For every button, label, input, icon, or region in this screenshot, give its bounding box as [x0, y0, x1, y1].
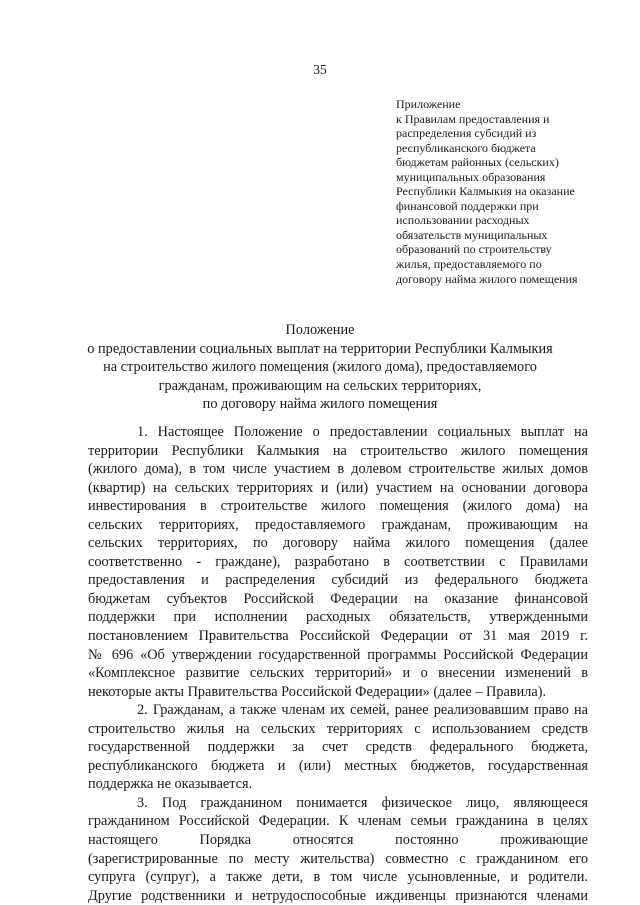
annex-line: жилья, предоставляемого по [396, 257, 542, 272]
document-title [60, 321, 580, 414]
paragraph-line: строительство жилья на сельских территориях с использованием средств [88, 720, 588, 737]
annex-line: использовании расходных [396, 213, 530, 228]
paragraph-line: 1. Настоящее Положение о предоставлении социальных выплат на [137, 424, 588, 440]
annex-header [396, 97, 606, 286]
paragraph-line: поддержки при исполнении расходных обязательств, утвержденными [88, 609, 588, 626]
paragraph-line: государственной поддержки за счет средств федерального бюджета, [88, 739, 588, 756]
paragraph-line: (жилого дома), в том числе участием в долевом строительстве жилых домов [88, 461, 588, 478]
paragraph-line: (квартир) на сельских территориях и (или) участием на основании договора [88, 479, 588, 496]
paragraph-line: постановлением Правительства Российской Федерации от 31 мая 2019 г. [88, 628, 588, 645]
paragraph-line: сельских территориях, предоставляемого гражданам, проживающим на [88, 516, 588, 533]
paragraph-line: (зарегистрированные по месту жительства) совместно с гражданином его [88, 850, 588, 867]
paragraph-line: поддержка не оказывается. [88, 776, 253, 793]
page-number: 35 [313, 62, 327, 77]
paragraph-line: настоящего Порядка относятся постоянно проживающие [88, 832, 588, 849]
title-line: по договору найма жилого помещения [202, 396, 438, 413]
paragraph-2 [88, 701, 588, 794]
annex-line: договору найма жилого помещения [396, 271, 578, 286]
paragraph-line: Другие родственники и нетрудоспособные иждивенцы признаются членами [88, 887, 588, 904]
paragraph-line: республиканского бюджета и (или) местных бюджетов, государственная [88, 757, 588, 774]
paragraph-1 [88, 423, 588, 701]
paragraph-line: 3. Под гражданином понимается физическое лицо, являющееся [137, 794, 588, 811]
paragraph-line: предоставления и распределения субсидий из федерального бюджета [88, 572, 588, 589]
title-line: гражданам, проживающим на сельских территориях, [158, 377, 482, 394]
paragraph-line: соответственно - граждане), разработано в соответствии с Правилами [88, 553, 588, 570]
paragraph-line: некоторые акты Правительства Российской Федерации» (далее – Правила). [88, 683, 547, 700]
title-line: о предоставлении социальных выплат на территории Республики Калмыкия [87, 340, 553, 357]
paragraph-line: сельских территориях, по договору найма жилого помещения (далее [88, 535, 588, 552]
paragraph-line: № 696 «Об утверждении государственной программы Российской Федерации [88, 646, 588, 663]
annex-line: образований по строительству [396, 242, 552, 257]
paragraph-line: инвестирования в строительстве жилого помещения (жилого дома) на [88, 498, 588, 515]
annex-line: муниципальных образования [396, 169, 546, 184]
annex-line: Приложение [396, 97, 461, 111]
paragraph-3 [88, 794, 588, 905]
annex-line: бюджетам районных (сельских) [396, 155, 559, 170]
annex-line: к Правилам предоставления и [396, 111, 550, 126]
document-body [88, 423, 588, 905]
title-line: на строительство жилого помещения (жилого дома), предоставляемого [103, 359, 537, 376]
paragraph-line: бюджетам субъектов Российской Федерации на оказание финансовой [88, 590, 588, 607]
annex-line: распределения субсидий из [396, 126, 537, 141]
title-line: Положение [285, 322, 355, 338]
annex-line: финансовой поддержки при [396, 198, 539, 213]
paragraph-line: «Комплексное развитие сельских территорий» и о внесении изменений в [88, 665, 588, 682]
annex-line: республиканского бюджета [396, 140, 536, 155]
paragraph-line: гражданином Российской Федерации. К членам семьи гражданина в целях [88, 813, 588, 830]
paragraph-line: супруга (супруг), а также дети, в том числе усыновленные, и родители. [88, 869, 588, 886]
paragraph-line: территории Республики Калмыкия на строительство жилого помещения [88, 442, 588, 459]
paragraph-line: 2. Гражданам, а также членам их семей, ранее реализовавшим право на [137, 702, 588, 719]
annex-line: обязательств муниципальных [396, 227, 548, 242]
annex-line: Республики Калмыкия на оказание [396, 184, 575, 199]
